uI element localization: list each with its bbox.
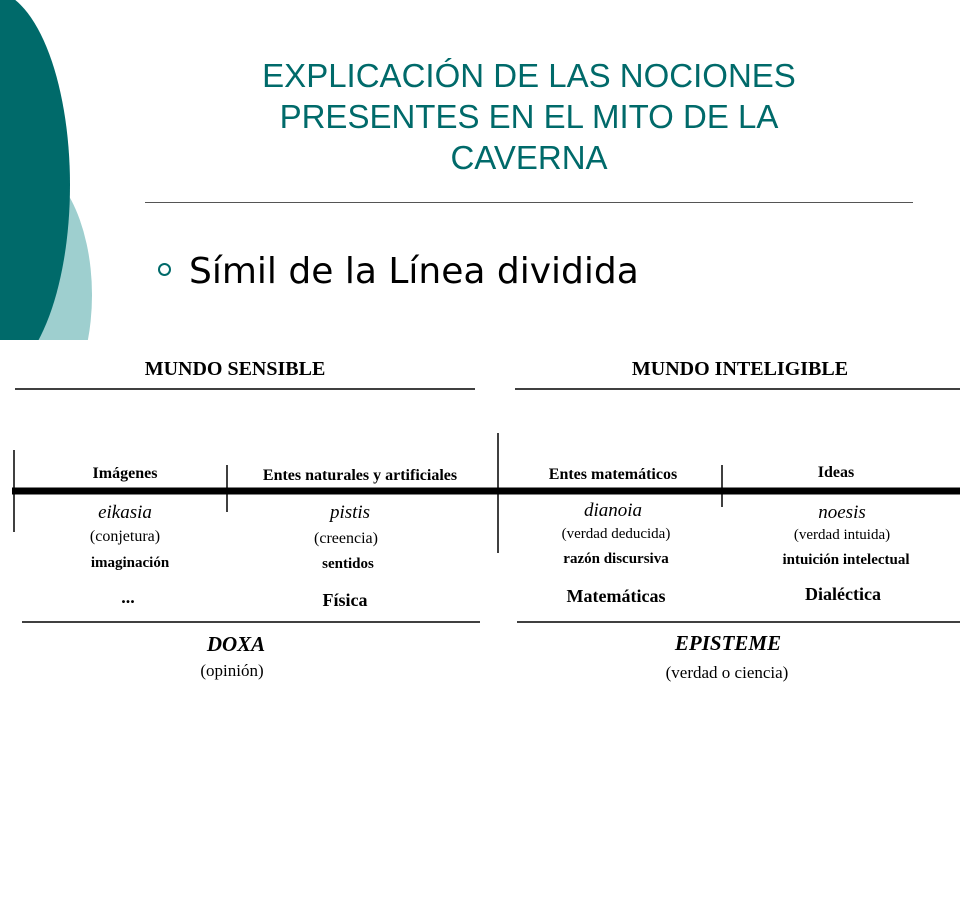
slide-title <box>145 55 913 178</box>
greek-term: eikasia <box>98 502 152 523</box>
science-label: Física <box>322 590 368 610</box>
episteme-label: EPISTEME <box>674 631 782 655</box>
objects-label: Ideas <box>817 464 855 481</box>
greek-term: pistis <box>329 502 371 523</box>
objects-label: Imágenes <box>92 465 158 482</box>
gloss-label: (verdad deducida) <box>561 526 671 542</box>
title-line: EXPLICACIÓN DE LAS NOCIONES <box>262 57 796 94</box>
bullet-ring-icon <box>158 263 171 276</box>
doxa-gloss: (opinión) <box>200 661 264 680</box>
doxa-label: DOXA <box>206 632 266 656</box>
title-line: PRESENTES EN EL MITO DE LA <box>279 98 779 135</box>
faculty-label: intuición intelectual <box>782 552 910 568</box>
objects-label: Entes matemáticos <box>548 466 678 483</box>
gloss-label: (verdad intuida) <box>793 527 891 543</box>
science-label: Matemáticas <box>566 586 666 606</box>
realm-inteligible-label: MUNDO INTELIGIBLE <box>631 358 849 380</box>
episteme-gloss: (verdad o ciencia) <box>665 663 789 682</box>
decorative-shape <box>0 0 100 340</box>
realm-sensible-label: MUNDO SENSIBLE <box>144 358 326 380</box>
science-label: Dialéctica <box>805 584 881 604</box>
gloss-label: (conjetura) <box>89 528 161 545</box>
greek-term: noesis <box>818 502 866 523</box>
greek-term: dianoia <box>583 500 643 521</box>
science-label: ... <box>121 587 135 607</box>
divided-line-diagram <box>0 340 960 700</box>
gloss-label: (creencia) <box>314 530 378 547</box>
title-underline <box>145 202 913 203</box>
faculty-label: imaginación <box>90 555 170 571</box>
objects-label: Entes naturales y artificiales <box>262 467 458 484</box>
faculty-label: razón discursiva <box>563 551 669 567</box>
title-line: CAVERNA <box>450 139 608 176</box>
bullet-text: Símil de la Línea dividida <box>189 251 639 292</box>
faculty-label: sentidos <box>322 556 374 572</box>
